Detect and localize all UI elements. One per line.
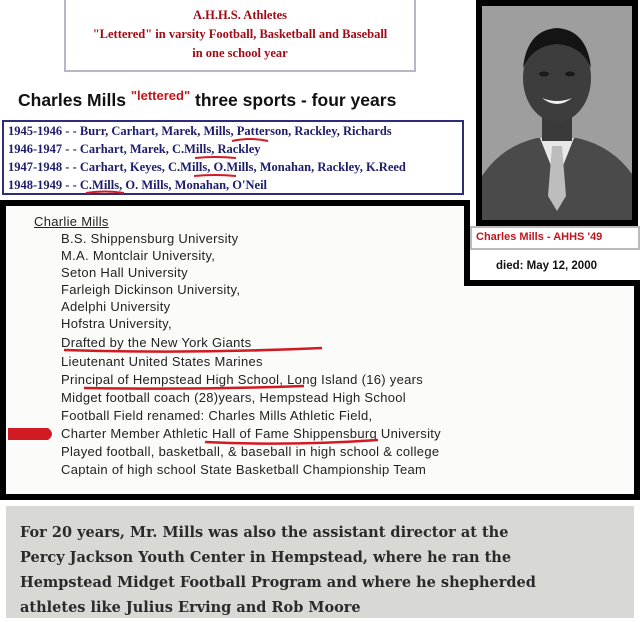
bottom-line-4: athletes like Julius Erving and Rob Moore <box>20 599 361 616</box>
title-line-3: in one school year <box>192 46 288 60</box>
clipping-line-hofstra: Hofstra University, <box>61 316 172 331</box>
title-line-1: A.H.H.S. Athletes <box>192 8 288 22</box>
clipping-line-adelphi: Adelphi University <box>61 299 171 314</box>
died-date: died: May 12, 2000 <box>496 260 597 272</box>
heading-lettered: "lettered" <box>130 88 191 103</box>
clipping-line-marines: Lieutenant United States Marines <box>61 354 263 369</box>
clipping-line-played: Played football, basketball, & baseball in high school & college <box>61 444 440 459</box>
heading-prefix: Charles Mills <box>18 90 131 110</box>
heading-suffix: three sports - four years <box>190 90 397 110</box>
bottom-line-1: For 20 years, Mr. Mills was also the assistant director at the <box>20 524 509 541</box>
clipping-line-hall-of-fame: Charter Member Athletic Hall of Fame Shippensburg University <box>61 426 441 441</box>
underline-giants <box>64 348 322 352</box>
title-line-2: "Lettered" in varsity Football, Basketball and Baseball <box>92 27 388 41</box>
clipping-line-giants: Drafted by the New York Giants <box>61 335 252 350</box>
bottom-line-2: Percy Jackson Youth Center in Hempstead, where he ran the <box>20 549 512 566</box>
underline-principal <box>84 386 304 389</box>
year-row-1948: 1948-1949 - - C.Mills, O. Mills, Monahan, O'Neil <box>8 178 268 192</box>
clipping-line-coach: Midget football coach (28)years, Hempstead High School <box>61 390 406 405</box>
year-row-1947: 1947-1948 - - Carhart, Keyes, C.Mills, O.Mills, Monahan, Rackley, K.Reed <box>8 160 406 174</box>
clipping-line-captain: Captain of high school State Basketball Championship Team <box>61 462 427 477</box>
year-row-1946: 1946-1947 - - Carhart, Marek, C.Mills, Rackley <box>8 142 261 156</box>
clipping-line-bs: B.S. Shippensburg University <box>61 231 239 246</box>
clipping-name: Charlie Mills <box>34 214 109 229</box>
red-marker <box>8 428 52 440</box>
clipping-line-fdu: Farleigh Dickinson University, <box>61 282 241 297</box>
clipping-line-seton: Seton Hall University <box>61 265 188 280</box>
underline-hall-of-fame <box>205 440 378 444</box>
bottom-line-3: Hempstead Midget Football Program and where he shepherded <box>20 574 536 591</box>
clipping-line-field: Football Field renamed: Charles Mills Athletic Field, <box>61 408 373 423</box>
clipping-line-principal: Principal of Hempstead High School, Long Island (16) years <box>61 372 424 387</box>
year-row-1945: 1945-1946 - - Burr, Carhart, Marek, Mills, Patterson, Rackley, Richards <box>8 124 392 138</box>
clipping-line-ma: M.A. Montclair University, <box>61 248 216 263</box>
photo-caption: Charles Mills - AHHS '49 <box>476 231 603 243</box>
